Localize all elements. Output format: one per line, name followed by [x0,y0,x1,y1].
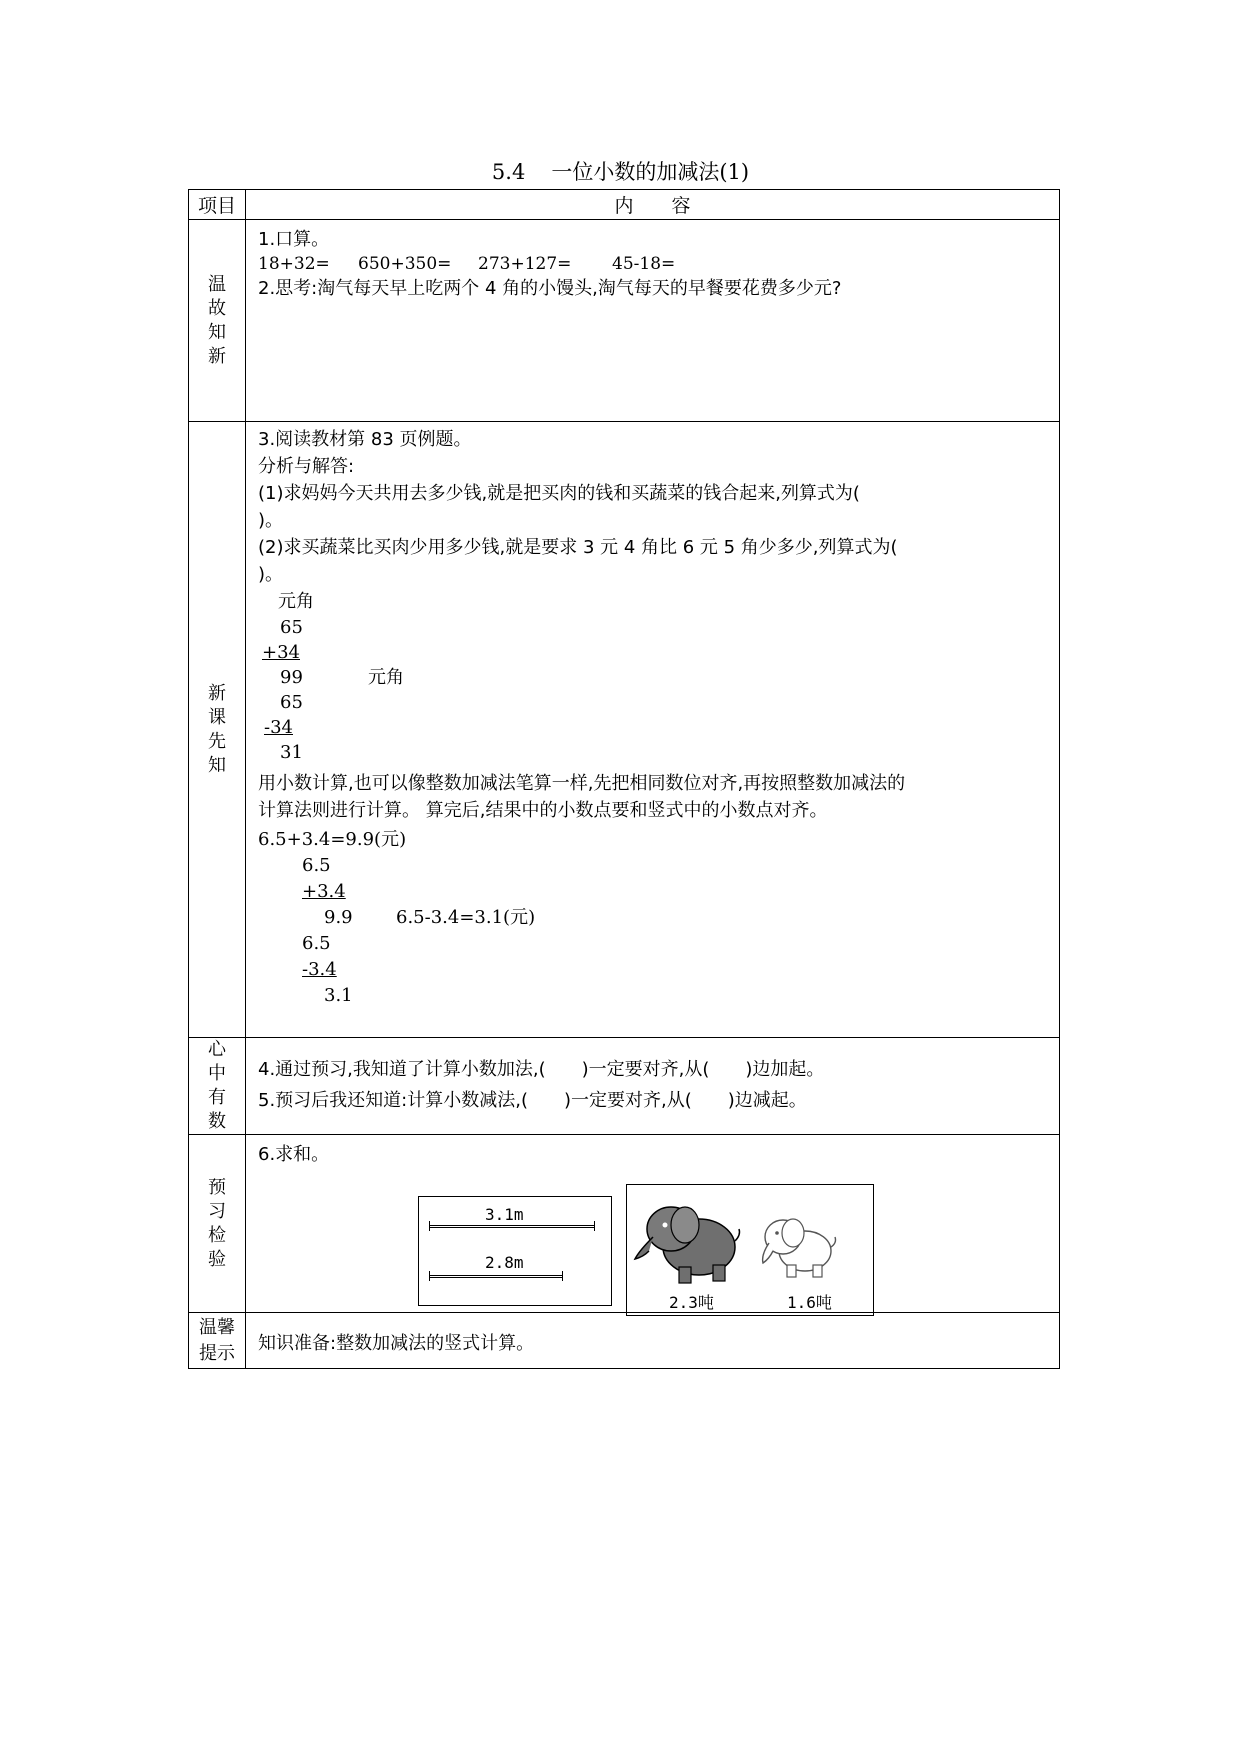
arith-item: 45-18= [612,254,676,274]
worksheet-table [188,189,1060,1369]
rule-line-2: 计算法则进行计算。 算完后,结果中的小数点要和竖式中的小数点对齐。 [258,800,828,821]
segment-2-label: 2.8m [485,1253,524,1272]
row-label: 预习检验 [189,1135,246,1313]
header-row [189,190,1060,220]
row-content [246,422,1060,1038]
unit-label: 元角 [278,591,314,612]
row-label: 温馨提示 [189,1313,246,1369]
equation-1: 6.5+3.4=9.9(元) [258,829,407,850]
question-6: 6.求和。 [258,1144,330,1165]
question-3: 3.阅读教材第 83 页例题。 [258,429,472,450]
row-tip [189,1313,1060,1369]
part-1: (1)求妈妈今天共用去多少钱,就是把买肉的钱和买蔬菜的钱合起来,列算式为( [258,483,860,504]
segments-figure [418,1196,612,1306]
segment-2 [429,1275,563,1278]
row-content [246,220,1060,422]
section-number: 5.4 [491,160,526,184]
elephants-figure [626,1184,874,1316]
row-label: 新课先知 [189,422,246,1038]
unit-label: 元角 [368,667,404,688]
small-elephant-weight: 1.6吨 [787,1293,832,1312]
elephants-image [627,1185,873,1315]
equation-2: 6.5-3.4=3.1(元) [396,907,536,928]
analysis-heading: 分析与解答: [258,456,355,477]
part-2-end: )。 [258,564,284,585]
oral-arithmetic [258,253,1049,275]
dec-add-result: 9.9 [324,907,353,928]
add-result: 99 [280,667,303,688]
row-label: 心中有数 [189,1038,246,1135]
tip-text: 知识准备:整数加减法的竖式计算。 [258,1333,535,1354]
row-content [246,1135,1060,1313]
big-elephant-weight: 2.3吨 [669,1293,714,1312]
row-new-lesson [189,422,1060,1038]
yuan-jiao-vertical [258,588,1049,764]
question-4: 4.通过预习,我知道了计算小数加法,( )一定要对齐,从( )边加起。 [258,1059,825,1080]
row-preview-test [189,1135,1060,1313]
question-2: 2.思考:淘气每天早上吃两个 4 角的小馒头,淘气每天的早餐要花费多少元? [258,278,842,299]
arith-item: 273+127= [478,254,572,274]
row-review [189,220,1060,422]
part-2: (2)求买蔬菜比买肉少用多少钱,就是要求 3 元 4 角比 6 元 5 角少多少,列算式为( [258,537,898,558]
row-content [246,1313,1060,1369]
sub-mid: -34 [264,717,293,738]
header-item: 项目 [189,190,246,220]
part-1-end: )。 [258,510,284,531]
big-elephant-icon [635,1207,740,1283]
header-content: 内 容 [246,190,1060,220]
question-5: 5.预习后我还知道:计算小数减法,( )一定要对齐,从( )边减起。 [258,1090,807,1111]
decimal-vertical [258,824,1049,1006]
row-self-check [189,1038,1060,1135]
rule-line-1: 用小数计算,也可以像整数加减法笔算一样,先把相同数位对齐,再按照整数加减法的 [258,773,906,794]
row-label: 温故知新 [189,220,246,422]
section-title: 一位小数的加减法(1) [551,160,750,184]
segment-1 [429,1225,595,1228]
arith-item: 650+350= [358,254,452,274]
dec-sub-top: 6.5 [302,933,331,954]
small-elephant-icon [763,1219,836,1277]
figures [258,1168,1049,1312]
page-title [0,156,1241,186]
dec-add-mid: +3.4 [302,881,346,902]
add-mid: +34 [262,642,300,663]
add-top: 65 [280,617,303,638]
sub-result: 31 [280,742,303,763]
question-1: 1.口算。 [258,229,330,250]
sub-top: 65 [280,692,303,713]
dec-add-top: 6.5 [302,855,331,876]
dec-sub-result: 3.1 [324,985,353,1006]
arith-item: 18+32= [258,254,330,274]
row-content [246,1038,1060,1135]
dec-sub-mid: -3.4 [302,959,337,980]
segment-1-label: 3.1m [485,1205,524,1224]
